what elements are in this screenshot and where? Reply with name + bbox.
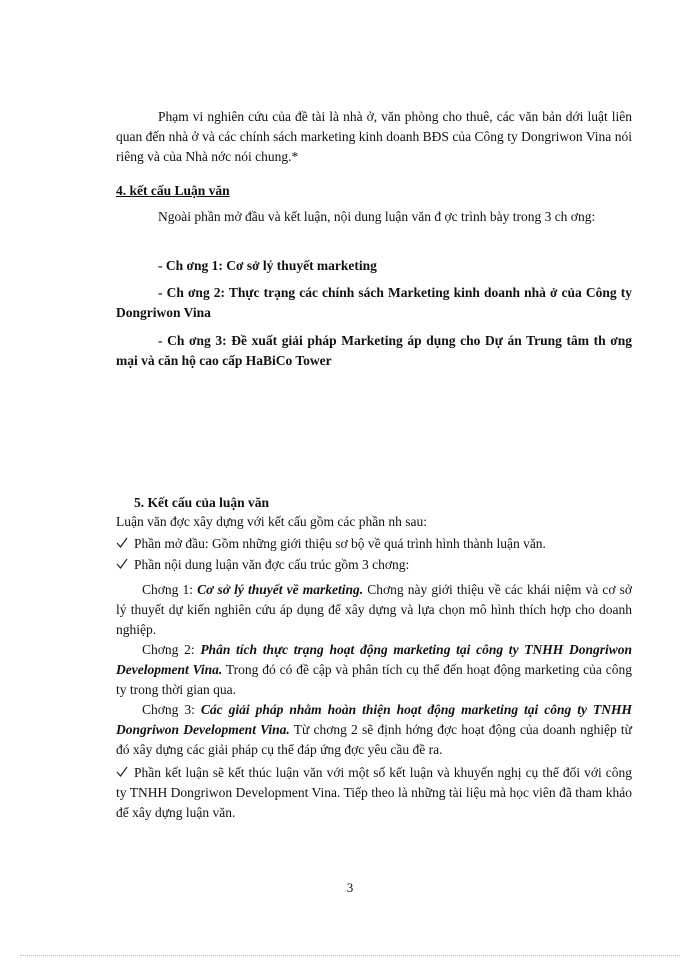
chapter3-rest: Từ chơng 2 sẽ định hớng đợc hoạt động của doanh nghiệp từ đó xây dựng các giải pháp cụ thể đáp ứng đợc yêu cầu đề ra. bbox=[116, 722, 632, 757]
bullet-opening-text: Phần mở đầu: Gồm những giới thiệu sơ bộ về quá trình hình thành luận văn. bbox=[134, 536, 546, 551]
chapter2-rest: Trong đó có đề cập và phân tích cụ thể đến hoạt động marketing của công ty trong thời gian qua. bbox=[116, 662, 632, 697]
chapter-2-item: - Ch ơng 2: Thực trạng các chính sách Marketing kinh doanh nhà ở của Công ty Dongriwon Vina bbox=[116, 285, 632, 320]
chapter-1-item: - Ch ơng 1: Cơ sở lý thuyết marketing bbox=[158, 258, 377, 273]
chapter-3-item: - Ch ơng 3: Đề xuất giải pháp Marketing áp dụng cho Dự án Trung tâm th ơng mại và căn hộ cao cấp HaBiCo Tower bbox=[116, 333, 632, 368]
chapter2-lead: Chơng 2: bbox=[142, 642, 201, 657]
page-number: 3 bbox=[346, 880, 354, 895]
bullet-content-text: Phần nội dung luận văn đợc cấu trúc gồm 3 chơng: bbox=[134, 557, 410, 572]
checkmark-icon bbox=[116, 555, 130, 575]
bullet-conclusion-text: Phần kết luận sẽ kết thúc luận văn với một số kết luận và khuyến nghị cụ thể đối với công ty TNHH Dongriwon Development Vina. Tiếp theo là những tài liệu mà học viên đã tham khảo để xây dựng luận văn. bbox=[116, 765, 632, 820]
chapter2-paragraph bbox=[116, 640, 632, 700]
scope-paragraph: Phạm vi nghiên cứu của đề tài là nhà ở, văn phòng cho thuê, các văn bản dới luật liên quan đến nhà ở và các chính sách marketing kinh doanh BĐS của Công ty Dongriwon Vina nói riêng và của Nhà nớc nói chung.* bbox=[116, 109, 632, 164]
checkmark-icon bbox=[116, 534, 130, 554]
heading-section-4: 4. kết cấu Luận văn bbox=[116, 183, 230, 198]
checkmark-icon bbox=[116, 763, 130, 783]
chapter1-paragraph bbox=[116, 580, 632, 640]
intro-paragraph: Ngoài phần mở đầu và kết luận, nội dung luận văn đ ợc trình bày trong 3 ch ơng: bbox=[158, 209, 596, 224]
section5-intro: Luận văn đợc xây dựng với kết cấu gồm các phần nh sau: bbox=[116, 514, 428, 529]
chapter2-title: Phân tích thực trạng hoạt động marketing tại công ty TNHH Dongriwon Development Vina. bbox=[116, 642, 632, 677]
bullet-conclusion bbox=[116, 763, 632, 823]
bottom-divider bbox=[20, 955, 680, 956]
chapter1-lead: Chơng 1: bbox=[142, 582, 198, 597]
heading-section-5: 5. Kết cấu của luận văn bbox=[134, 495, 270, 510]
bullet-content bbox=[116, 555, 632, 575]
chapter1-title: Cơ sở lý thuyết về marketing. bbox=[197, 582, 364, 597]
chapter3-paragraph bbox=[116, 700, 632, 760]
chapter3-lead: Chơng 3: bbox=[142, 702, 201, 717]
chapter1-rest: Chơng này giới thiệu về các khái niệm và cơ sở lý thuyết dự kiến nghiên cứu áp dụng để xây dựng và lựa chọn mô hình thích hợp cho doanh nghiệp. bbox=[116, 582, 632, 637]
chapter3-title: Các giải pháp nhằm hoàn thiện hoạt động marketing tại công ty TNHH Dongriwon Development Vina. bbox=[116, 702, 632, 737]
bullet-opening bbox=[116, 534, 632, 554]
